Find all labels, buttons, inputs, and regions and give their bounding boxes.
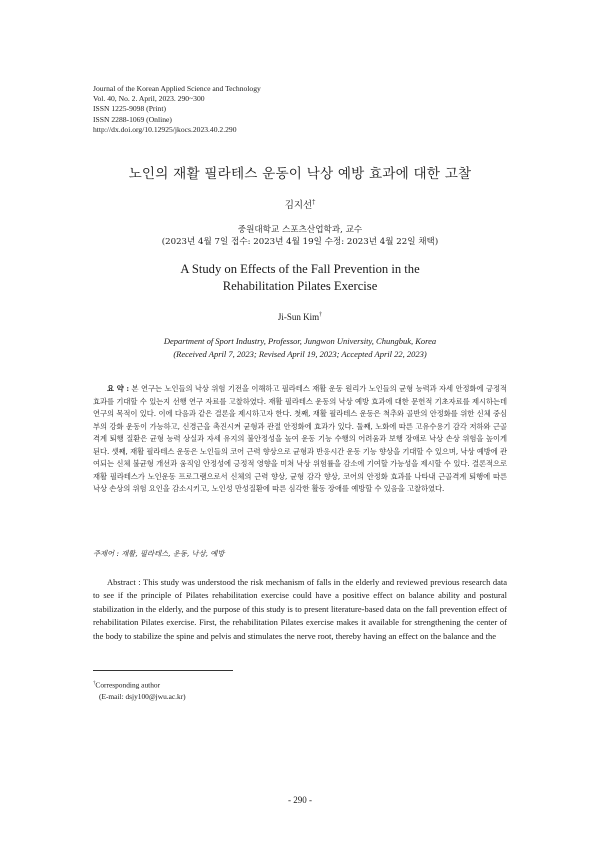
dates-english: (Received April 7, 2023; Revised April 19, 2023; Accepted April 22, 2023) <box>173 348 427 359</box>
dates-korean: (2023년 4월 7일 접수: 2023년 4월 19일 수정: 2023년 4월 22일 채택) <box>161 237 439 248</box>
journal-name: Journal of the Korean Applied Science and Technology <box>93 84 261 93</box>
author-korean-name: 김지선 <box>284 200 313 211</box>
paper-title-korean: 노인의 재활 필라테스 운동이 낙상 예방 효과에 대한 고찰 <box>128 166 472 182</box>
footnote-label: Corresponding author <box>95 680 161 690</box>
footnote <box>93 678 186 703</box>
journal-header <box>93 84 261 135</box>
affiliation-english: Department of Sport Industry, Professor, Jungwon University, Chungbuk, Korea <box>163 336 437 346</box>
abstract-english-text: This study was understood the risk mechanism of falls in the elderly and reviewed previous research data to see if the principle of Pilates rehabilitation exercise could have a positive effect on balance ability and postural stabilization in the elderly, and the purpose of this study is to present literature-based data on the fall prevention effect of rehabilitation Pilates exercise. First, the rehabilitation Pilates exercise makes it available for strengthening the center of the body to stabilize the spine and pelvis and stimulates the nerve root, thereby having an effect on the balance and the <box>93 577 507 641</box>
affiliation-korean: 중원대학교 스포츠산업학과, 교수 <box>237 225 363 235</box>
page-number: - 290 - <box>288 795 312 805</box>
title-english-line1: A Study on Effects of the Fall Prevention in the <box>180 262 420 276</box>
abstract-english-label: Abstract : <box>107 577 141 587</box>
issn-print: ISSN 1225-9098 (Print) <box>93 104 166 114</box>
corresponding-dagger-en: † <box>319 312 323 318</box>
title-english-line2: Rehabilitation Pilates Exercise <box>222 279 378 294</box>
abstract-korean-label: 요 약 : <box>107 384 130 393</box>
corresponding-dagger: † <box>312 198 316 206</box>
doi-link[interactable]: http://dx.doi.org/10.12925/jkocs.2023.40.2.290 <box>93 124 237 134</box>
author-english-name: Ji-Sun Kim <box>277 312 320 322</box>
footnote-dagger: † <box>93 681 96 686</box>
footnote-divider <box>93 670 233 671</box>
issn-online: ISSN 2288-1069 (Online) <box>93 114 172 124</box>
abstract-korean-text: 본 연구는 노인들의 낙상 위험 기전을 이해하고 필라테스 재활 운동 원리가 노인들의 균형 능력과 자세 안정화에 긍정적 효과를 기대할 수 있는지 선행 연구 자료를 고찰하였다. 재활 필라테스 운동의 낙상 예방 효과에 대한 문헌적 기초자료를 제시하는데 연구의 목적이 있다. 이에 다음과 같은 결론을 제시하고자 한다. 첫째, 재활 필라테스 운동은 척추와 골반의 안정화를 위한 신체 중심부의 강화 운동이 가능하고, 신경근을 촉진시켜 균형과 관절 안정화에 효과가 있다. 둘째, 노화에 따른 고유수용기 감각 저하와 근골격계 퇴행 질환은 균형 능력 상실과 자세 유지의 불안정성을 높여 운동 기능 수행의 어려움과 보행 장애로 낙상 손상 위험을 높이게 된다. 셋째, 재활 필라테스 운동은 노인들의 코어 근력 향상으로 균형과 반응시간 운동 기능 향상을 기대할 수 있으며, 낙상 예방에 관여되는 신체 불균형 개선과 움직임 안정성에 긍정적 영향을 미쳐 낙상 위험률을 감소에 기여할 가능성을 제시할 수 있다. 결론적으로 재활 필라테스가 노인운동 프로그램으로서 신체의 근력 향상, 균형 감각 향상, 코어의 안정화 효과를 나타내 근골격계 퇴행에 따른 낙상 손상의 위험 요인을 감소시키고, 노인성 만성질환에 따른 심각한 활동 장애를 예방할 수 있음을 고찰하였다. <box>93 384 507 493</box>
footnote-email[interactable]: (E-mail: dsjy100@jwu.ac.kr) <box>99 692 186 702</box>
affiliation-korean-block <box>0 224 600 249</box>
keywords-korean: 주제어 : 재활, 필라테스, 운동, 낙상, 예방 <box>93 549 225 558</box>
author-english <box>0 312 600 322</box>
abstract-korean <box>93 383 507 496</box>
affiliation-english-block <box>0 335 600 360</box>
author-korean <box>0 197 600 211</box>
abstract-english <box>93 576 507 643</box>
footnote-corresponding <box>93 678 186 691</box>
journal-volume: Vol. 40, No. 2. April, 2023. 290~300 <box>93 94 205 104</box>
paper-title-english <box>0 261 600 296</box>
